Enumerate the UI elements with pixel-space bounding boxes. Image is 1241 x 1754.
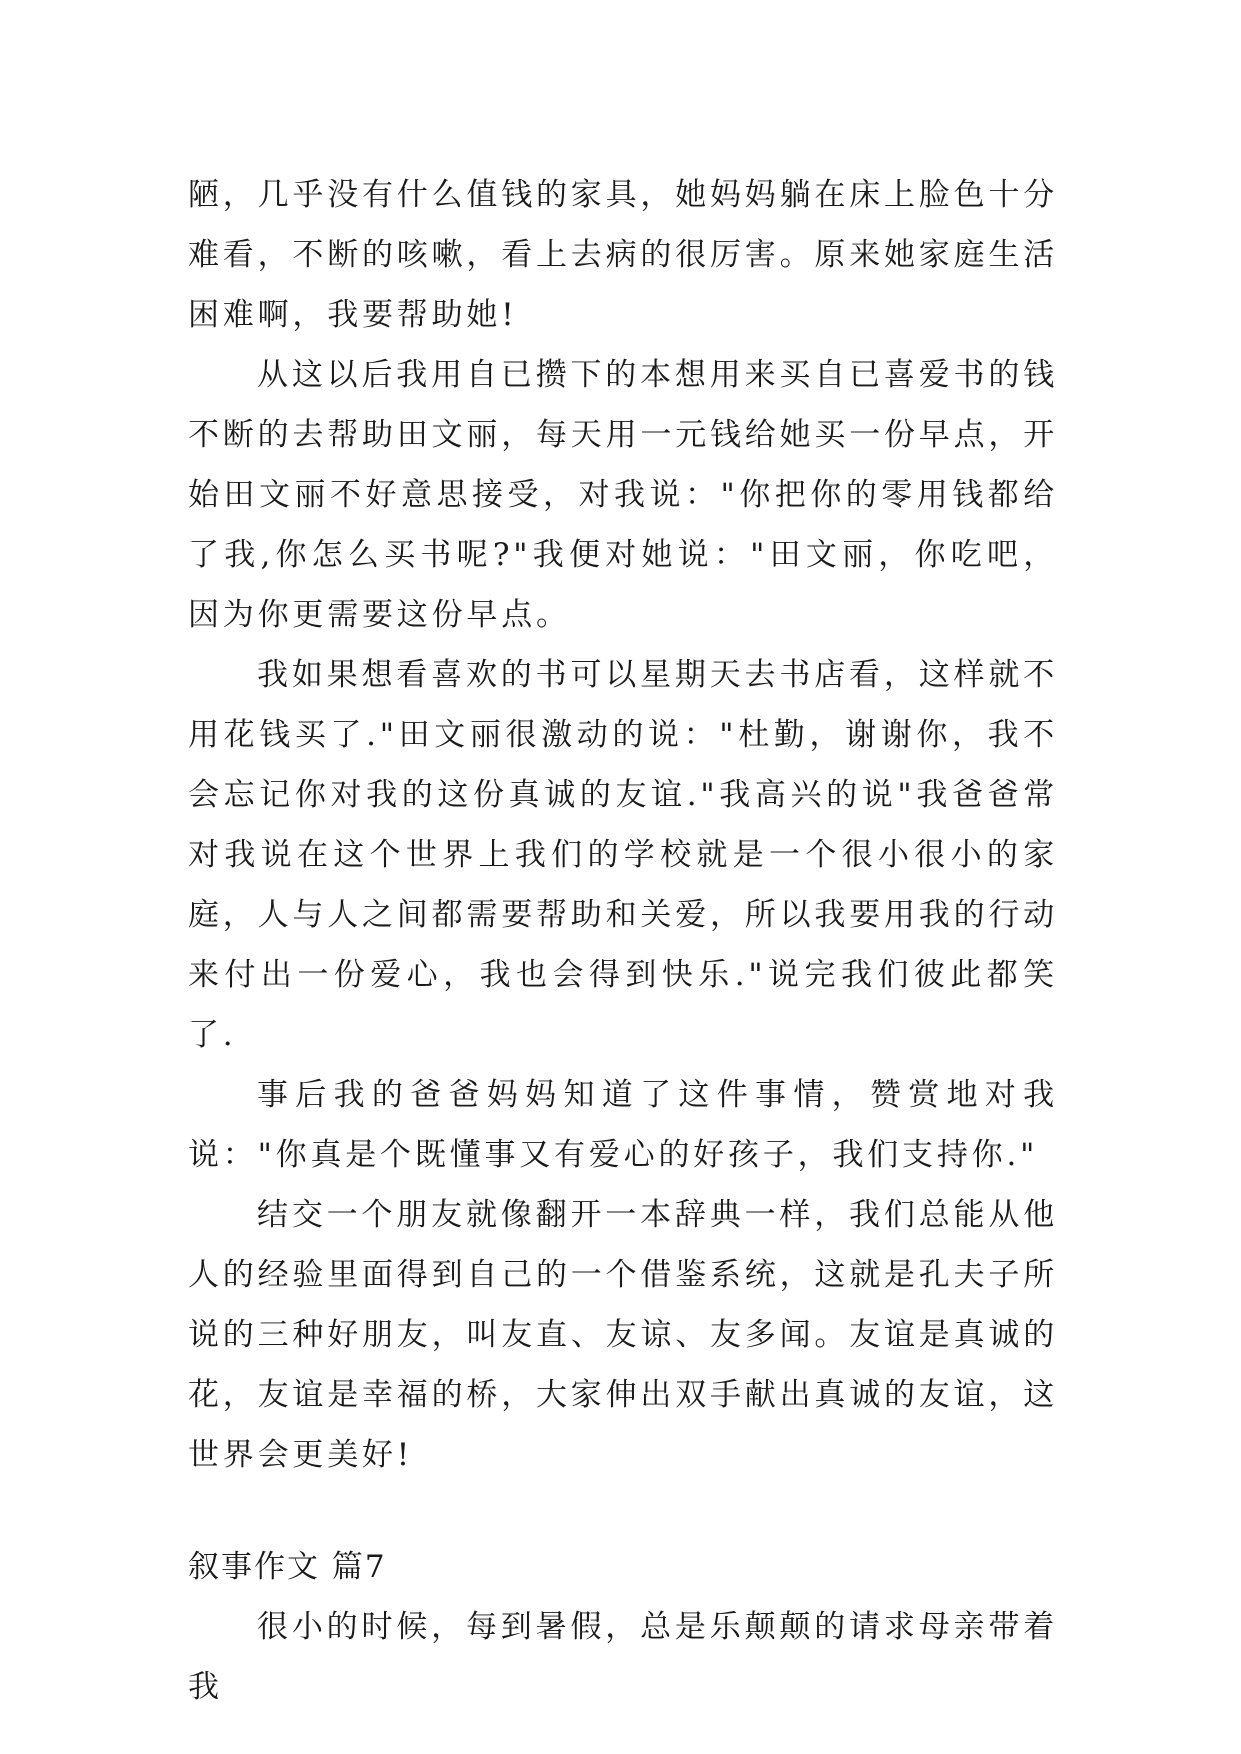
section-spacer [188, 1485, 1058, 1537]
section-heading: 叙事作文 篇7 [188, 1549, 387, 1585]
paragraph-2: 从这以后我用自已攒下的本想用来买自已喜爱书的钱不断的去帮助田文丽，每天用一元钱给她买一份早点，开始田文丽不好意思接受，对我说："你把你的零用钱都给了我,你怎么买书呢?"我便对她说："田文丽，你吃吧，因为你更需要这份早点。 [188, 357, 1058, 633]
paragraph-1: 陋，几乎没有什么值钱的家具，她妈妈躺在床上脸色十分难看，不断的咳嗽，看上去病的很厉害。原来她家庭生活困难啊，我要帮助她! [188, 177, 1058, 333]
paragraph-6: 很小的时候，每到暑假，总是乐颠颠的请求母亲带着我 [188, 1609, 1058, 1705]
paragraph-5: 结交一个朋友就像翻开一本辞典一样，我们总能从他人的经验里面得到自己的一个借鉴系统，这就是孔夫子所说的三种好朋友，叫友直、友谅、友多闻。友谊是真诚的花，友谊是幸福的桥，大家伸出双手献出真诚的友谊，这世界会更美好! [188, 1197, 1058, 1473]
document-body [188, 165, 1058, 1717]
paragraph-4: 事后我的爸爸妈妈知道了这件事情，赞赏地对我说："你真是个既懂事又有爱心的好孩子，我们支持你." [188, 1077, 1058, 1173]
paragraph-3: 我如果想看喜欢的书可以星期天去书店看，这样就不用花钱买了."田文丽很激动的说："杜勤，谢谢你，我不会忘记你对我的这份真诚的友谊."我高兴的说"我爸爸常对我说在这个世界上我们的学校就是一个很小很小的家庭，人与人之间都需要帮助和关爱，所以我要用我的行动来付出一份爱心，我也会得到快乐."说完我们彼此都笑了. [188, 657, 1058, 1053]
